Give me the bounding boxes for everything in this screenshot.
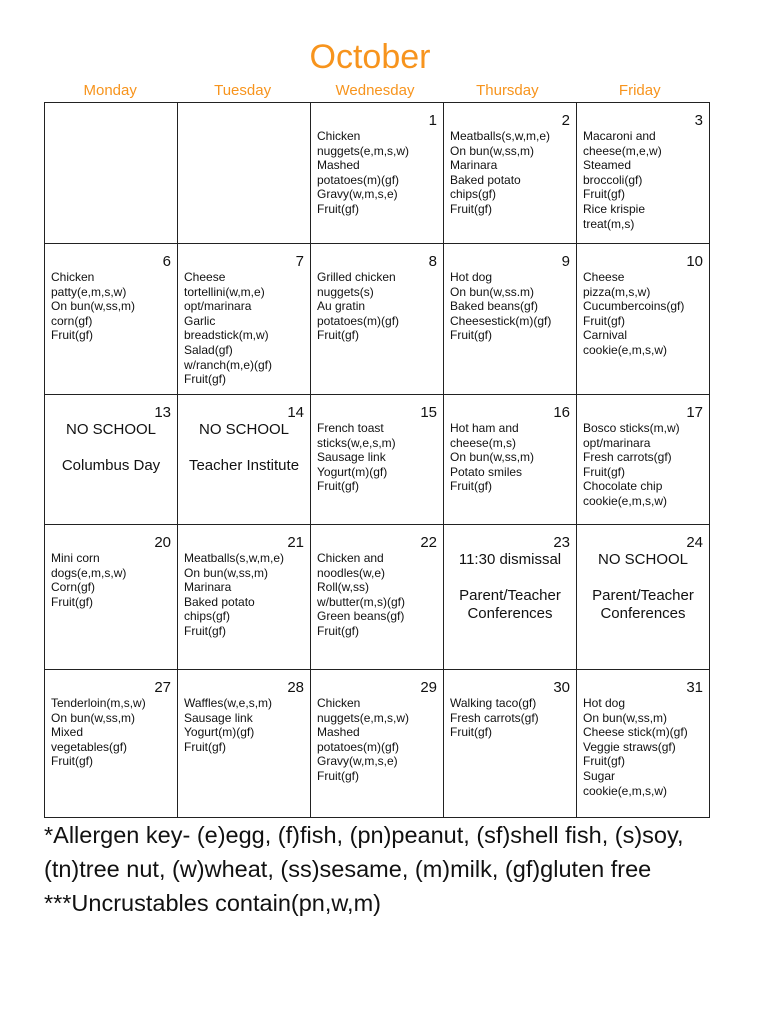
spacer (450, 569, 570, 587)
weekday-header: Monday (83, 82, 137, 99)
menu-item: Fruit(gf) (450, 479, 492, 494)
special-note: Parent/Teacher Conferences (459, 587, 561, 622)
date-number: 17 (686, 404, 703, 421)
special-note: 11:30 dismissal (458, 551, 562, 568)
menu-item: Chicken and (317, 551, 384, 565)
date-number: 28 (287, 679, 304, 696)
day-cell (178, 525, 311, 670)
day-cell (311, 103, 444, 244)
menu-item: Meatballs(s,w,m,e) (450, 129, 551, 143)
menu-item: On bun(w,ss,m) (184, 565, 269, 580)
date-number: 29 (420, 679, 437, 696)
menu-item: Hot dog (450, 270, 493, 284)
day-cell (444, 395, 577, 525)
menu-item: cookie(e,m,s,w) (583, 783, 668, 798)
date-number: 21 (287, 534, 304, 551)
menu-item: Chocolate chip (583, 479, 663, 494)
menu-item: pizza(m,s,w) (583, 284, 651, 299)
menu-item: noodles(w,e) (317, 565, 386, 580)
menu-item: chips(gf) (184, 609, 231, 624)
menu-item: Veggie straws(gf) (583, 739, 676, 754)
date-number: 3 (694, 112, 703, 129)
date-number: 7 (295, 253, 304, 270)
menu-item: Fruit(gf) (317, 768, 359, 783)
date-number: 14 (287, 404, 304, 421)
date-number: 2 (561, 112, 570, 129)
menu-item: Grilled chicken (317, 270, 396, 284)
day-cell (444, 103, 577, 244)
day-cell (45, 670, 178, 818)
menu-item: Sugar (583, 768, 616, 783)
date-number: 22 (420, 534, 437, 551)
menu-item: On bun(w,ss,m) (51, 710, 136, 725)
menu-item: nuggets(e,m,s,w) (317, 143, 410, 158)
menu-item: treat(m,s) (583, 216, 635, 231)
menu-item: Fruit(gf) (450, 725, 492, 740)
menu-item: Fruit(gf) (184, 739, 226, 754)
day-cell (45, 525, 178, 670)
menu-item: Fruit(gf) (583, 313, 625, 328)
menu-item: Mashed (317, 725, 360, 740)
menu-item: Fresh carrots(gf) (450, 710, 539, 725)
menu-item: nuggets(e,m,s,w) (317, 710, 410, 725)
menu-item: Yogurt(m)(gf) (317, 464, 388, 479)
special-note: Columbus Day (61, 457, 161, 474)
special-note: Teacher Institute (188, 457, 300, 474)
weekday-headers (44, 82, 706, 99)
date-number: 9 (561, 253, 570, 270)
menu-item: Garlic (184, 313, 216, 328)
menu-item: cheese(m,s) (450, 435, 517, 450)
date-number: 24 (686, 534, 703, 551)
menu-item: Cheesestick(m)(gf) (450, 313, 552, 328)
menu-item: dogs(e,m,s,w) (51, 565, 127, 580)
menu-item: Walking taco(gf) (450, 696, 537, 710)
day-cell (577, 244, 710, 395)
day-cell (444, 525, 577, 670)
menu-item: Macaroni and (583, 129, 656, 143)
menu-item: On bun(w,ss,m) (51, 299, 136, 314)
date-number: 13 (154, 404, 171, 421)
date-number: 31 (686, 679, 703, 696)
date-number: 6 (162, 253, 171, 270)
menu-item: potatoes(m)(gf) (317, 739, 400, 754)
day-cell (444, 670, 577, 818)
date-number: 23 (553, 534, 570, 551)
menu-item: Gravy(w,m,s,e) (317, 754, 398, 769)
day-cell (178, 670, 311, 818)
uncrustables-note: ***Uncrustables contain(pn,w,m) (44, 890, 381, 916)
weekday-header: Wednesday (335, 82, 415, 99)
week-row (45, 103, 710, 244)
menu-item: Chicken (317, 129, 361, 143)
menu-item: Baked beans(gf) (450, 299, 539, 314)
menu-item: w/butter(m,s)(gf) (317, 594, 406, 609)
menu-item: Meatballs(s,w,m,e) (184, 551, 285, 565)
day-cell (178, 244, 311, 395)
menu-item: chips(gf) (450, 187, 497, 202)
menu-item: Potato smiles (450, 464, 523, 479)
weekday-header: Tuesday (214, 82, 272, 99)
menu-item: Fruit(gf) (184, 372, 226, 387)
date-number: 8 (428, 253, 437, 270)
menu-item: corn(gf) (51, 313, 93, 328)
menu-item: Mixed (51, 725, 84, 740)
weekday-header: Friday (618, 82, 661, 99)
day-cell (45, 244, 178, 395)
week-row (45, 525, 710, 670)
menu-item: Baked potato (184, 594, 255, 609)
menu-item: breadstick(m,w) (184, 328, 269, 343)
spacer (184, 439, 304, 457)
menu-item: On bun(w,ss,m) (450, 450, 535, 465)
menu-item: patty(e,m,s,w) (51, 284, 127, 299)
date-number: 20 (154, 534, 171, 551)
menu-item: Roll(w,ss) (317, 580, 370, 595)
menu-item: French toast (317, 421, 384, 435)
menu-item: Yogurt(m)(gf) (184, 725, 255, 740)
date-number: 30 (553, 679, 570, 696)
date-number: 27 (154, 679, 171, 696)
date-number (184, 113, 304, 129)
day-cell (444, 244, 577, 395)
day-cell (311, 670, 444, 818)
menu-item: Fruit(gf) (317, 201, 359, 216)
date-number: 1 (428, 112, 437, 129)
menu-item: Fruit(gf) (583, 754, 625, 769)
month-title: October (309, 38, 431, 76)
menu-item: Chicken (51, 270, 95, 284)
day-cell (577, 395, 710, 525)
menu-item: Marinara (450, 158, 498, 173)
menu-item: Mini corn (51, 551, 100, 565)
week-row (45, 670, 710, 818)
menu-item: Cheese (184, 270, 226, 284)
day-cell (45, 395, 178, 525)
menu-item: Fruit(gf) (317, 328, 359, 343)
menu-item: vegetables(gf) (51, 739, 128, 754)
menu-item: Baked potato (450, 172, 521, 187)
allergen-key: *Allergen key- (e)egg, (f)fish, (pn)peanut, (sf)shell fish, (s)soy, (tn)tree nut, (w)wheat, (ss)sesame, (m)milk, (gf)gluten free (44, 822, 684, 882)
day-cell (311, 395, 444, 525)
menu-item: On bun(w,ss,m) (583, 710, 668, 725)
menu-item: Fruit(gf) (51, 594, 93, 609)
day-cell (311, 244, 444, 395)
menu-item: Corn(gf) (51, 580, 96, 595)
special-note: NO SCHOOL (65, 421, 156, 438)
menu-item: cookie(e,m,s,w) (583, 493, 668, 508)
menu-item: tortellini(w,m,e) (184, 284, 265, 299)
menu-item: Steamed (583, 158, 632, 173)
menu-item: Cucumbercoins(gf) (583, 299, 685, 314)
menu-item: cookie(e,m,s,w) (583, 342, 668, 357)
menu-item: Bosco sticks(m,w) (583, 421, 680, 435)
menu-item: w/ranch(m,e)(gf) (184, 357, 273, 372)
day-cell (178, 395, 311, 525)
spacer (51, 439, 171, 457)
menu-item: potatoes(m)(gf) (317, 313, 400, 328)
menu-item: Fresh carrots(gf) (583, 450, 672, 465)
menu-item: opt/marinara (583, 435, 651, 450)
menu-item: broccoli(gf) (583, 172, 643, 187)
special-note: Parent/Teacher Conferences (592, 587, 694, 622)
menu-item: Fruit(gf) (317, 623, 359, 638)
menu-item: opt/marinara (184, 299, 252, 314)
menu-item: Fruit(gf) (317, 479, 359, 494)
date-number: 10 (686, 253, 703, 270)
spacer (583, 569, 703, 587)
menu-item: sticks(w,e,s,m) (317, 435, 396, 450)
special-note: NO SCHOOL (597, 551, 688, 568)
day-cell (45, 103, 178, 244)
menu-calendar (44, 102, 710, 818)
day-cell (178, 103, 311, 244)
date-number: 16 (553, 404, 570, 421)
menu-item: Mashed (317, 158, 360, 173)
menu-item: Salad(gf) (184, 342, 233, 357)
menu-item: Tenderloin(m,s,w) (51, 696, 146, 710)
menu-item: Rice krispie (583, 201, 646, 216)
date-number (51, 113, 171, 129)
menu-item: On bun(w,ss,m) (450, 143, 535, 158)
menu-item: Fruit(gf) (51, 754, 93, 769)
menu-item: Fruit(gf) (583, 464, 625, 479)
menu-item: Chicken (317, 696, 361, 710)
menu-item: Carnival (583, 328, 628, 343)
day-cell (577, 103, 710, 244)
menu-item: Fruit(gf) (184, 623, 226, 638)
menu-item: Sausage link (184, 710, 253, 725)
week-row (45, 244, 710, 395)
menu-item: potatoes(m)(gf) (317, 172, 400, 187)
day-cell (577, 525, 710, 670)
menu-item: Marinara (184, 580, 232, 595)
menu-item: Sausage link (317, 450, 386, 465)
week-row (45, 395, 710, 525)
day-cell (577, 670, 710, 818)
menu-item: Fruit(gf) (450, 328, 492, 343)
date-number: 15 (420, 404, 437, 421)
menu-item: Fruit(gf) (51, 328, 93, 343)
menu-item: Hot dog (583, 696, 626, 710)
menu-item: cheese(m,e,w) (583, 143, 662, 158)
menu-item: Fruit(gf) (450, 201, 492, 216)
footer (44, 818, 744, 920)
day-cell (311, 525, 444, 670)
menu-item: Fruit(gf) (583, 187, 625, 202)
menu-item: Gravy(w,m,s,e) (317, 187, 398, 202)
menu-item: Green beans(gf) (317, 609, 405, 624)
menu-item: Cheese (583, 270, 625, 284)
menu-item: Waffles(w,e,s,m) (184, 696, 273, 710)
menu-item: Cheese stick(m)(gf) (583, 725, 688, 740)
menu-item: Au gratin (317, 299, 366, 314)
menu-item: nuggets(s) (317, 284, 374, 299)
special-note: NO SCHOOL (198, 421, 289, 438)
menu-item: On bun(w,ss.m) (450, 284, 535, 299)
menu-item: Hot ham and (450, 421, 519, 435)
weekday-header: Thursday (476, 82, 539, 99)
